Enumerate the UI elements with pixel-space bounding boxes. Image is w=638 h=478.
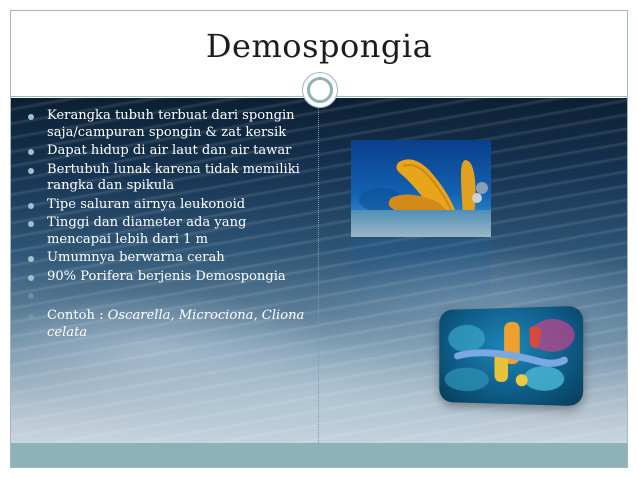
column-divider bbox=[318, 98, 319, 443]
bullet-dot-icon bbox=[28, 114, 34, 120]
circle-ornament-icon bbox=[302, 72, 338, 108]
bullet-dot-icon bbox=[28, 314, 34, 320]
bullet-text: Dapat hidup di air laut dan air tawar bbox=[47, 143, 292, 158]
example-species: Oscarella, Microciona, Cliona celata bbox=[47, 308, 305, 340]
bullet-item bbox=[25, 108, 305, 141]
slide-title: Demospongia bbox=[205, 27, 433, 65]
bullet-dot-icon bbox=[28, 256, 34, 262]
footer-bar bbox=[11, 443, 627, 467]
bullet-dot-icon bbox=[28, 168, 34, 174]
bullet-item bbox=[25, 269, 305, 286]
underwater-background bbox=[11, 98, 627, 443]
bullet-text: Tipe saluran airnya leukonoid bbox=[47, 196, 246, 212]
bullet-dot-icon bbox=[28, 293, 34, 299]
bullet-empty bbox=[25, 287, 305, 306]
bullet-text: Kerangka tubuh terbuat dari spongin saja/campuran spongin & zat kersik bbox=[47, 108, 295, 140]
sponge-photo-reflection bbox=[351, 238, 491, 308]
bullet-text: Bertubuh lunak karena tidak memiliki rangka dan spikula bbox=[47, 161, 300, 193]
bullet-item bbox=[25, 143, 305, 160]
bullet-text: Umumnya berwarna cerah bbox=[47, 250, 225, 265]
bullet-item bbox=[25, 250, 305, 267]
bullet-text: 90% Porifera berjenis Demospongia bbox=[47, 268, 286, 284]
sponge-photo-tube bbox=[351, 140, 491, 237]
bullet-dot-icon bbox=[28, 203, 34, 209]
bullet-item-example bbox=[25, 308, 305, 341]
bullet-dot-icon bbox=[28, 275, 34, 281]
bullet-dot-icon bbox=[28, 221, 34, 227]
photo-seafloor bbox=[351, 210, 491, 237]
bullet-item bbox=[25, 162, 305, 195]
sponge-photo-coral bbox=[439, 306, 583, 406]
bullet-list bbox=[25, 108, 305, 343]
bullet-text: Tinggi dan diameter ada yang mencapai lebih dari 1 m bbox=[47, 215, 247, 247]
bullet-dot-icon bbox=[28, 149, 34, 155]
coral-sponge-illustration bbox=[439, 306, 583, 406]
circle-ornament-inner bbox=[307, 77, 333, 103]
bullet-item bbox=[25, 197, 305, 214]
bullet-item bbox=[25, 215, 305, 248]
slide-frame bbox=[10, 10, 628, 468]
example-prefix: Contoh : bbox=[47, 308, 108, 323]
